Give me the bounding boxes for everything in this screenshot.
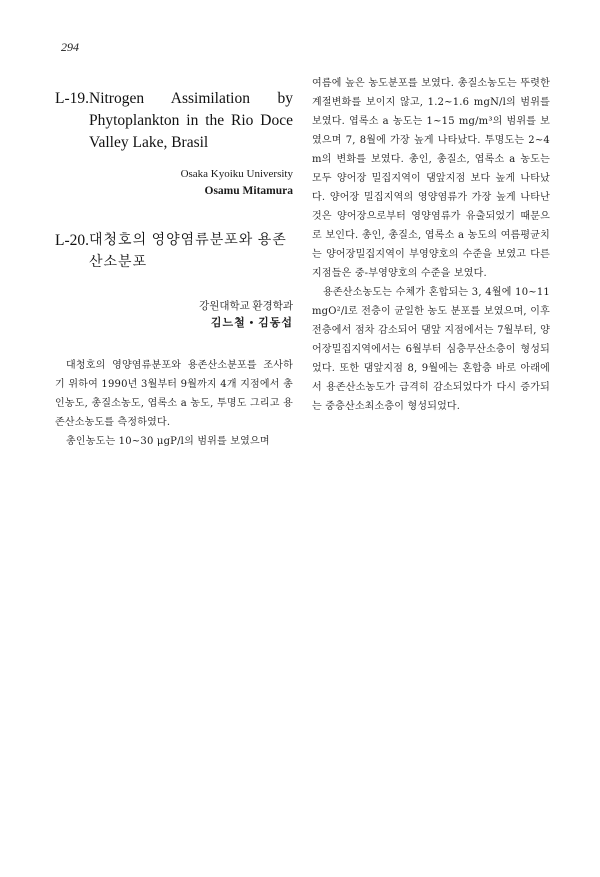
abstract-body-right	[312, 74, 550, 416]
abstract-title-l20	[55, 230, 293, 274]
paragraph: 총인농도는 10~30 μgP/l의 범위를 보였으며	[66, 436, 270, 447]
paragraph: 여름에 높은 농도분포를 보였다. 총질소농도는 뚜렷한 계절변화를 보이지 않고, 1.2~1.6 mgN/l의 범위를 보였다. 엽록소 a 농도는 1~15 mg/m³의 범위를 보였으며 7, 8월에 가장 높게 나타났다. 투명도는 2~4 m의 변화를 보였다. 총인, 총질소, 엽록소 a 농도는 모두 양어장 밀집지역이 댐앞지점 보다 높게 나타났다. 양어장 밀집지역의 영양염류가 가장 높게 나타난 것은 양어장으로부터 영양염류가 유출되었기 때문으로 보인다. 총인, 총질소, 엽록소 a 농도의 여름평균치는 양어장밀집지역이 부영양호의 수준을 보였고 다른 지점들은 중-부영양호의 수준을 보였다.	[312, 78, 550, 279]
affiliation: 강원대학교 환경학과	[199, 301, 293, 312]
abstract-number: L-20.	[55, 232, 90, 249]
abstract-title-text: Nitrogen Assimilation by Phytoplankton in the Rio Doce Valley Lake, Brasil	[89, 90, 293, 151]
abstract-number: L-19.	[55, 90, 90, 107]
affiliation: Osaka Kyoiku University	[180, 168, 293, 180]
author-names: 김느철 • 김동섭	[210, 317, 293, 329]
left-column	[55, 88, 293, 451]
paragraph: 대청호의 영양염류분포와 용존산소분포를 조사하기 위하여 1990년 3월부터 9월까지 4개 지점에서 총인농도, 총질소농도, 엽록소 a 농도, 투명도 그리고 용존산소농도를 측정하였다.	[55, 360, 293, 428]
right-column	[312, 74, 550, 416]
page-number: 294	[61, 40, 79, 54]
abstract-title-l19	[55, 88, 293, 154]
abstract-title-text: 대청호의 영양염류분포와 용존산소분포	[89, 233, 287, 270]
paragraph: 용존산소농도는 수체가 혼합되는 3, 4월에 10~11 mgO²/l로 전층이 균일한 농도 분포를 보였으며, 이후 전층에서 점차 감소되어 댐앞 지점에서는 7월부터, 양어장밀집지역에서는 6월부터 심층무산소층이 형성되었다. 또한 댐앞지점 8, 9월에는 혼합층 바로 아래에서 용존산소농도가 급격히 감소되었다가 다시 증가되는 중층산소최소층이 형성되었다.	[312, 287, 550, 412]
abstract-body-left	[55, 356, 293, 451]
author-name: Osamu Mitamura	[204, 185, 293, 197]
